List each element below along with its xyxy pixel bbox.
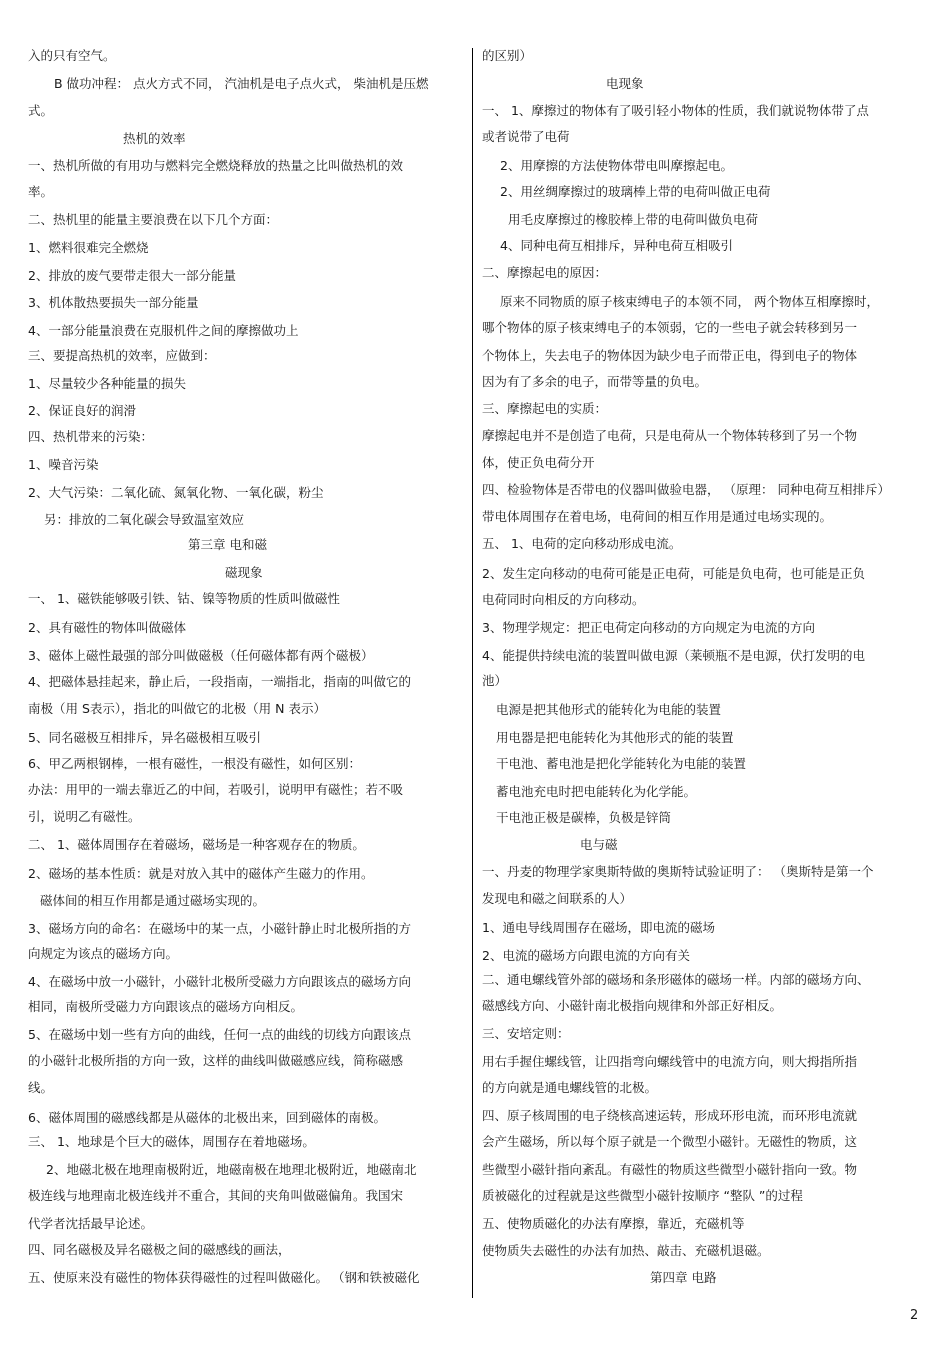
right-text-line: 质被磁化的过程就是这些微型小磁针按顺序 “整队 ”的过程 [482, 1188, 803, 1203]
right-text-line: 2、发生定向移动的电荷可能是正电荷，可能是负电荷，也可能是正负 [482, 566, 865, 581]
right-text-line: 2、电流的磁场方向跟电流的方向有关 [482, 948, 690, 963]
left-text-line: 第三章 电和磁 [188, 537, 267, 552]
left-text-line: 6、磁体周围的磁感线都是从磁体的北极出来，回到磁体的南极。 [28, 1110, 386, 1125]
left-text-line: 入的只有空气。 [28, 48, 116, 63]
right-text-line: 因为有了多余的电子，而带等量的负电。 [482, 374, 708, 389]
right-text-line: 电荷同时向相反的方向移动。 [482, 592, 645, 607]
right-text-line: 一、丹麦的物理学家奥斯特做的奥斯特试验证明了： （奥斯特是第一个 [482, 864, 874, 879]
left-text-line: 1、燃料很难完全燃烧 [28, 240, 149, 255]
right-text-line: 2、用摩擦的方法使物体带电叫摩擦起电。 [500, 158, 733, 173]
left-text-line: 磁现象 [225, 565, 263, 580]
left-text-line: 二、 1、磁体周围存在着磁场，磁场是一种客观存在的物质。 [28, 837, 365, 852]
left-text-line: 五、使原来没有磁性的物体获得磁性的过程叫做磁化。 （钢和铁被磁化 [28, 1270, 420, 1285]
right-text-line: 三、摩擦起电的实质： [482, 401, 608, 416]
left-text-line: 1、噪音污染 [28, 457, 99, 472]
right-text-line: 用毛皮摩擦过的橡胶棒上带的电荷叫做负电荷 [508, 212, 759, 227]
left-text-line: 4、一部分能量浪费在克服机件之间的摩擦做功上 [28, 323, 299, 338]
left-text-line: 三、要提高热机的效率，应做到： [28, 348, 216, 363]
right-text-line: 使物质失去磁性的办法有加热、敲击、充磁机退磁。 [482, 1243, 770, 1258]
left-text-line: 四、热机带来的污染： [28, 429, 154, 444]
right-text-line: 池） [482, 673, 508, 688]
right-text-line: 3、物理学规定：把正电荷定向移动的方向规定为电流的方向 [482, 620, 815, 635]
right-text-line: 二、摩擦起电的原因： [482, 265, 608, 280]
left-text-line: 5、同名磁极互相排斥，异名磁极相互吸引 [28, 730, 261, 745]
left-text-line: 2、磁场的基本性质：就是对放入其中的磁体产生磁力的作用。 [28, 866, 374, 881]
right-text-line: 4、能提供持续电流的装置叫做电源（莱顿瓶不是电源，伏打发明的电 [482, 648, 865, 663]
left-text-line: 一、热机所做的有用功与燃料完全燃烧释放的热量之比叫做热机的效 [28, 158, 404, 173]
left-text-line: 四、同名磁极及异名磁极之间的磁感线的画法， [28, 1242, 291, 1257]
right-text-line: 带电体周围存在着电场，电荷间的相互作用是通过电场实现的。 [482, 509, 833, 524]
right-text-line: 五、 1、电荷的定向移动形成电流。 [482, 536, 682, 551]
left-text-line: 3、机体散热要损失一部分能量 [28, 295, 199, 310]
left-text-line: 2、地磁北极在地理南极附近，地磁南极在地理北极附近，地磁南北 [46, 1162, 417, 1177]
left-text-line: 三、 1、地球是个巨大的磁体，周围存在着地磁场。 [28, 1134, 315, 1149]
right-text-line: 哪个物体的原子核束缚电子的本领弱，它的一些电子就会转移到另一 [482, 320, 858, 335]
right-text-line: 五、使物质磁化的办法有摩擦，靠近，充磁机等 [482, 1216, 745, 1231]
left-text-line: 热机的效率 [123, 131, 186, 146]
right-text-line: 或者说带了电荷 [482, 129, 570, 144]
right-text-line: 用电器是把电能转化为其他形式的能的装置 [496, 730, 734, 745]
right-text-line: 电源是把其他形式的能转化为电能的装置 [496, 702, 722, 717]
left-text-line: 6、甲乙两根钢棒，一根有磁性，一根没有磁性，如何区别： [28, 756, 361, 771]
left-text-line: 3、磁场方向的命名：在磁场中的某一点，小磁针静止时北极所指的方 [28, 921, 411, 936]
right-text-line: 干电池正极是碳棒，负极是锌筒 [496, 810, 672, 825]
left-text-line: 二、热机里的能量主要浪费在以下几个方面： [28, 212, 279, 227]
page-number: 2 [910, 1308, 919, 1323]
right-text-line: 2、用丝绸摩擦过的玻璃棒上带的电荷叫做正电荷 [500, 184, 771, 199]
left-text-line: 的小磁针北极所指的方向一致，这样的曲线叫做磁感应线，简称磁感 [28, 1053, 404, 1068]
left-text-line: 一、 1、磁铁能够吸引铁、钴、镍等物质的性质叫做磁性 [28, 591, 340, 606]
left-text-line: 极连线与地理南北极连线并不重合，其间的夹角叫做磁偏角。我国宋 [28, 1188, 404, 1203]
right-text-line: 干电池、蓄电池是把化学能转化为电能的装置 [496, 756, 747, 771]
left-text-line: 引，说明乙有磁性。 [28, 809, 141, 824]
right-text-line: 的区别） [482, 48, 533, 63]
left-text-line: 磁体间的相互作用都是通过磁场实现的。 [40, 893, 266, 908]
right-text-line: 电现象 [606, 76, 644, 91]
right-text-line: 原来不同物质的原子核束缚电子的本领不同， 两个物体互相摩擦时， [500, 294, 879, 309]
left-text-line: 4、把磁体悬挂起来，静止后，一段指南，一端指北，指南的叫做它的 [28, 674, 411, 689]
right-text-line: 第四章 电路 [650, 1270, 717, 1285]
right-text-line: 摩擦起电并不是创造了电荷，只是电荷从一个物体转移到了另一个物 [482, 428, 858, 443]
right-text-line: 个物体上，失去电子的物体因为缺少电子而带正电，得到电子的物体 [482, 348, 858, 363]
right-text-line: 一、 1、摩擦过的物体有了吸引轻小物体的性质，我们就说物体带了点 [482, 103, 869, 118]
left-text-line: 2、保证良好的润滑 [28, 403, 136, 418]
right-text-line: 发现电和磁之间联系的人） [482, 891, 633, 906]
left-text-line: 1、尽量较少各种能量的损失 [28, 376, 186, 391]
left-text-line: 南极（用 S表示），指北的叫做它的北极（用 N 表示） [28, 701, 326, 716]
right-text-line: 蓄电池充电时把电能转化为化学能。 [496, 784, 697, 799]
column-divider [472, 48, 473, 1298]
left-text-line: 式。 [28, 103, 54, 118]
right-text-line: 三、安培定则： [482, 1026, 570, 1041]
right-text-line: 电与磁 [580, 837, 618, 852]
left-text-line: 率。 [28, 184, 54, 199]
left-text-line: 2、具有磁性的物体叫做磁体 [28, 620, 186, 635]
left-text-line: 向规定为该点的磁场方向。 [28, 946, 179, 961]
left-text-line: 线。 [28, 1080, 54, 1095]
left-text-line: 相同，南极所受磁力方向跟该点的磁场方向相反。 [28, 999, 304, 1014]
right-text-line: 二、通电螺线管外部的磁场和条形磁体的磁场一样。内部的磁场方向、 [482, 972, 870, 987]
left-text-line: 另：排放的二氧化碳会导致温室效应 [44, 512, 245, 527]
left-text-line: 2、大气污染：二氧化硫、氮氧化物、一氧化碳，粉尘 [28, 485, 324, 500]
right-text-line: 些微型小磁针指向紊乱。有磁性的物质这些微型小磁针指向一致。物 [482, 1162, 858, 1177]
left-text-line: 代学者沈括最早论述。 [28, 1216, 154, 1231]
left-text-line: 3、磁体上磁性最强的部分叫做磁极（任何磁体都有两个磁极） [28, 648, 374, 663]
right-text-line: 用右手握住螺线管，让四指弯向螺线管中的电流方向，则大拇指所指 [482, 1054, 858, 1069]
right-text-line: 4、同种电荷互相排斥，异种电荷互相吸引 [500, 238, 733, 253]
right-text-line: 会产生磁场，所以每个原子就是一个微型小磁针。无磁性的物质，这 [482, 1134, 858, 1149]
right-text-line: 1、通电导线周围存在磁场，即电流的磁场 [482, 920, 715, 935]
left-text-line: 4、在磁场中放一小磁针，小磁针北极所受磁力方向跟该点的磁场方向 [28, 974, 411, 989]
right-text-line: 磁感线方向、小磁针南北极指向规律和外部正好相反。 [482, 998, 783, 1013]
left-text-line: 办法：用甲的一端去靠近乙的中间，若吸引，说明甲有磁性；若不吸 [28, 782, 404, 797]
right-text-line: 的方向就是通电螺线管的北极。 [482, 1080, 658, 1095]
left-text-line: B 做功冲程： 点火方式不同， 汽油机是电子点火式， 柴油机是压燃 [54, 76, 429, 91]
left-text-line: 5、在磁场中划一些有方向的曲线，任何一点的曲线的切线方向跟该点 [28, 1027, 411, 1042]
right-text-line: 四、检验物体是否带电的仪器叫做验电器， （原理： 同种电荷互相排斥） [482, 482, 890, 497]
right-text-line: 四、原子核周围的电子绕核高速运转，形成环形电流，而环形电流就 [482, 1108, 858, 1123]
left-text-line: 2、排放的废气要带走很大一部分能量 [28, 268, 236, 283]
right-text-line: 体，使正负电荷分开 [482, 455, 595, 470]
